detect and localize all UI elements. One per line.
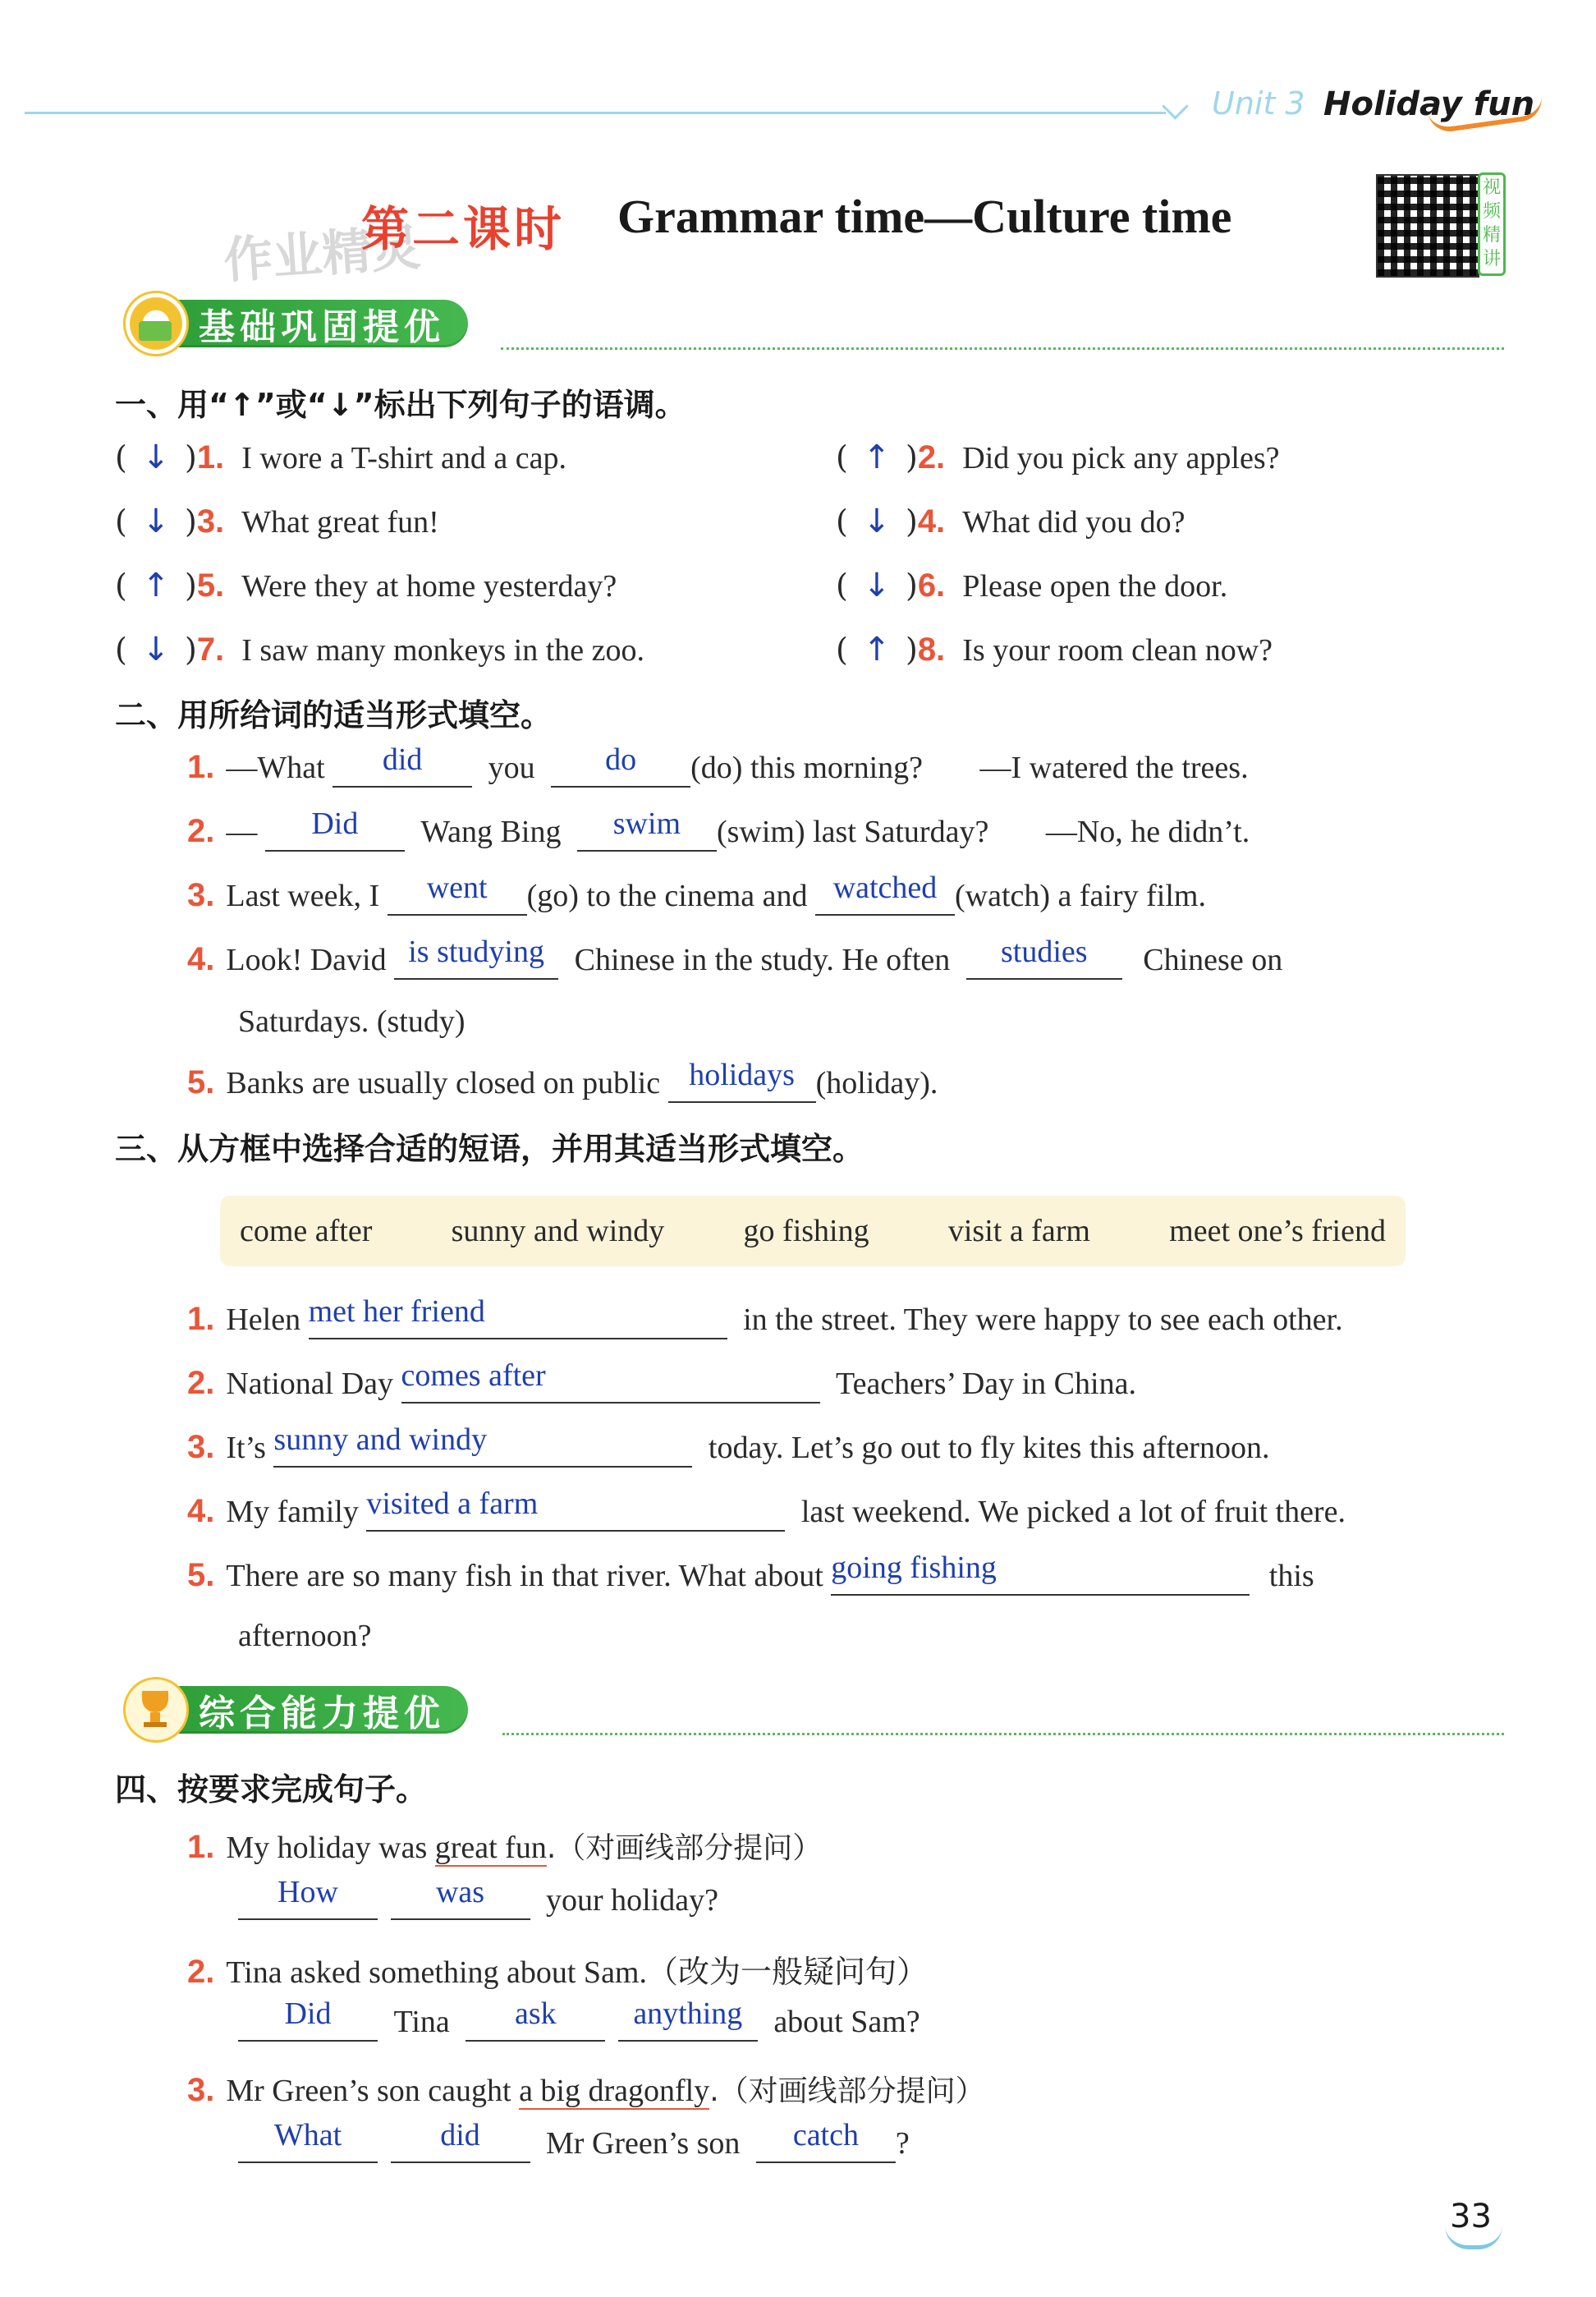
s2-q5: 5. Banks are usually closed on public holidays (holiday). <box>187 1064 938 1103</box>
answer-blank[interactable]: holidays <box>668 1065 816 1103</box>
answer-arrow: ↓ <box>142 631 170 668</box>
header-rule-right <box>1162 93 1189 120</box>
advanced-banner-rule <box>502 1733 1504 1735</box>
qr-code-icon[interactable] <box>1376 174 1479 278</box>
s3-q4: 4. My family visited a farm last weekend. We picked a lot of fruit there. <box>187 1493 1346 1532</box>
s2-q4-cont: Saturdays. (study) <box>238 1004 466 1039</box>
watermark: 作业精灵 <box>222 218 423 291</box>
s3-q2: 2. National Day comes after Teachers’ Day in China. <box>187 1365 1136 1403</box>
answer-blank[interactable]: What <box>238 2125 378 2163</box>
answer-arrow: ↑ <box>142 567 170 604</box>
answer-arrow: ↓ <box>863 503 891 540</box>
basic-banner <box>123 299 468 348</box>
answer-blank[interactable]: did <box>332 750 472 788</box>
page-number: 33 <box>1450 2198 1492 2235</box>
answer-blank[interactable]: did <box>391 2125 530 2163</box>
section2-title: 二、用所给词的适当形式填空。 <box>115 697 553 733</box>
section1-title: 一、用“↑”或“↓”标出下列句子的语调。 <box>115 387 686 423</box>
section3-title: 三、从方框中选择合适的短语，并用其适当形式填空。 <box>115 1131 864 1167</box>
answer-blank[interactable]: Did <box>238 2004 378 2042</box>
s2-q4: 4. Look! David is studying Chinese in the study. He often studies Chinese on <box>187 941 1282 980</box>
s3-q5: 5. There are so many fish in that river. What about going fishing this <box>187 1557 1314 1596</box>
answer-blank[interactable]: watched <box>815 878 955 916</box>
page-number-swoosh <box>1445 2226 1502 2249</box>
answer-blank[interactable]: Did <box>265 814 405 852</box>
underlined-phrase: a big dragonfly <box>519 2074 710 2108</box>
answer-blank[interactable]: met her friend <box>309 1302 727 1339</box>
phrase-option: meet one’s friend <box>1169 1214 1386 1248</box>
header-rule <box>25 112 1166 114</box>
tone-item-3: ( ↓ )3. What great fun! <box>115 503 439 540</box>
phrase-box <box>220 1196 1406 1266</box>
answer-blank[interactable]: How <box>238 1882 378 1920</box>
s4-q3-answer: What did Mr Green’s son catch ? <box>238 2125 910 2163</box>
s3-q5-cont: afternoon? <box>238 1619 372 1653</box>
s3-q1: 1. Helen met her friend in the street. They were happy to see each other. <box>187 1301 1343 1339</box>
tone-item-2: ( ↑ )2. Did you pick any apples? <box>836 439 1280 476</box>
tone-item-6: ( ↓ )6. Please open the door. <box>836 567 1228 604</box>
answer-arrow: ↑ <box>863 439 891 476</box>
answer-blank[interactable]: ask <box>466 2004 605 2042</box>
s4-q2-answer: Did Tina ask anything about Sam? <box>238 2004 920 2042</box>
underlined-phrase: great fun <box>434 1831 547 1865</box>
answer-arrow: ↓ <box>863 567 891 604</box>
answer-blank[interactable]: was <box>391 1882 530 1920</box>
s2-q2: 2. — Did Wang Bing swim (swim) last Saturday? —No, he didn’t. <box>187 813 1250 852</box>
answer-arrow: ↓ <box>142 439 170 476</box>
answer-blank[interactable]: is studying <box>394 942 558 980</box>
answer-arrow: ↓ <box>142 503 170 540</box>
phrase-option: come after <box>240 1214 373 1248</box>
answer-blank[interactable]: going fishing <box>831 1558 1250 1596</box>
advanced-banner-label: 综合能力提优 <box>177 1686 468 1734</box>
answer-blank[interactable]: swim <box>577 814 717 852</box>
answer-blank[interactable]: do <box>551 750 690 788</box>
unit-topic: Holiday fun <box>1323 85 1535 123</box>
phrase-option: go fishing <box>743 1214 869 1248</box>
phrase-option: visit a farm <box>947 1214 1090 1248</box>
answer-blank[interactable]: sunny and windy <box>273 1430 692 1468</box>
basic-banner-label: 基础巩固提优 <box>177 300 468 347</box>
qr-label: 视频精讲 <box>1483 177 1502 269</box>
tone-item-7: ( ↓ )7. I saw many monkeys in the zoo. <box>115 631 644 668</box>
trophy-icon <box>123 1677 189 1743</box>
s4-q1: 1. My holiday was great fun.（对画线部分提问） <box>187 1829 823 1865</box>
s2-q3: 3. Last week, I went (go) to the cinema and watched (watch) a fairy film. <box>187 877 1206 916</box>
tone-item-8: ( ↑ )8. Is your room clean now? <box>836 631 1273 668</box>
answer-blank[interactable]: anything <box>618 2004 758 2042</box>
answer-blank[interactable]: catch <box>756 2125 896 2163</box>
answer-blank[interactable]: visited a farm <box>366 1494 785 1532</box>
answer-blank[interactable]: went <box>388 878 527 916</box>
s2-q1: 1. —What did you do (do) this morning? —I watered the trees. <box>187 749 1249 788</box>
answer-blank[interactable]: comes after <box>401 1366 820 1403</box>
s4-q3: 3. Mr Green’s son caught a big dragonfly.（对画线部分提问） <box>187 2072 985 2108</box>
tone-item-1: ( ↓ )1. I wore a T-shirt and a cap. <box>115 439 566 476</box>
s4-q1-answer: How was your holiday? <box>238 1882 718 1920</box>
lesson-number: 第二课时 <box>361 201 566 257</box>
unit-label: Unit 3 <box>1212 85 1305 122</box>
advanced-banner <box>123 1685 468 1734</box>
lesson-title: Grammar time—Culture time <box>617 190 1232 243</box>
basic-banner-rule <box>501 347 1504 350</box>
answer-arrow: ↑ <box>863 631 891 668</box>
answer-blank[interactable]: studies <box>966 942 1122 980</box>
s4-q2: 2. Tina asked something about Sam.（改为一般疑问句） <box>187 1954 928 1990</box>
section4-title: 四、按要求完成句子。 <box>115 1771 428 1808</box>
s3-q3: 3. It’s sunny and windy today. Let’s go out to fly kites this afternoon. <box>187 1429 1269 1468</box>
tone-item-5: ( ↑ )5. Were they at home yesterday? <box>115 567 617 604</box>
phrase-option: sunny and windy <box>451 1214 665 1248</box>
gear-book-icon <box>123 291 189 356</box>
tone-item-4: ( ↓ )4. What did you do? <box>836 503 1186 540</box>
